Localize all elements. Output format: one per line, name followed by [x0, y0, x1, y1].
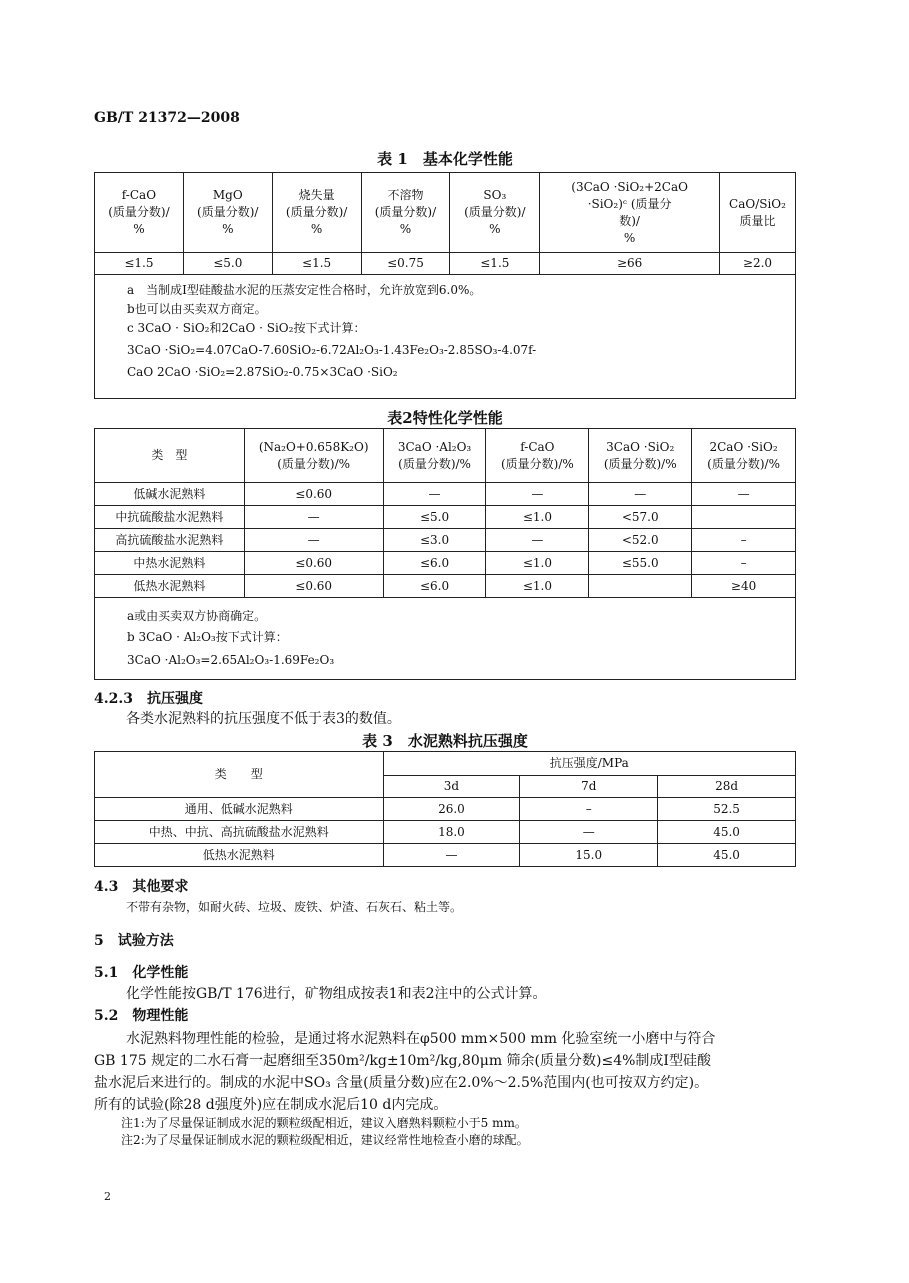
table2-header-cell: 3CaO ·Al₂O₃ (质量分数)/%: [383, 429, 486, 483]
table2-cell: ≤0.60: [244, 552, 383, 575]
table2-header-cell: 类 型: [95, 429, 245, 483]
table3-cell: 52.5: [658, 798, 796, 821]
table1-header-cell: 不溶物 (质量分数)/ %: [361, 173, 450, 253]
section-5-2-heading: 5.2 物理性能: [94, 1008, 189, 1024]
table2-title: 表2特性化学性能: [387, 409, 503, 427]
table1-note: c 3CaO · SiO₂和2CaO · SiO₂按下式计算：: [127, 321, 366, 335]
table3-cell: 低热水泥熟料: [95, 844, 384, 867]
table3-cell: 26.0: [383, 798, 520, 821]
table1-note: a 当制成Ⅰ型硅酸盐水泥的压蒸安定性合格时，允许放宽到6.0%。: [127, 283, 482, 297]
table2-cell: —: [589, 483, 692, 506]
table1-cell: ≤5.0: [183, 253, 272, 275]
table2-formula: 3CaO ·Al₂O₃=2.65Al₂O₃-1.69Fe₂O₃: [127, 653, 335, 667]
table1-cell: ≤1.5: [272, 253, 361, 275]
table3-subheader-cell: 3d: [383, 776, 520, 798]
table3-title: 表 3 水泥熟料抗压强度: [362, 732, 528, 750]
table2-cell: [589, 575, 692, 598]
table2-row: [95, 506, 796, 529]
table2-cell: ≤6.0: [383, 552, 486, 575]
table2-cell: ≤0.60: [244, 483, 383, 506]
table2-cell: ≤3.0: [383, 529, 486, 552]
table1-header-cell: CaO/SiO₂ 质量比: [719, 173, 795, 253]
section-5-1-text: 化学性能按GB/T 176进行，矿物组成按表1和表2注中的公式计算。: [126, 986, 547, 1002]
table1-notes: [95, 275, 796, 399]
table2-notes: [95, 598, 796, 680]
section-5-2-note: 注2:为了尽量保证制成水泥的颗粒级配相近，建议经常性地检查小磨的球配。: [121, 1133, 529, 1147]
table1-header-cell: (3CaO ·SiO₂+2CaO ·SiO₂)ᶜ (质量分 数)/ %: [540, 173, 720, 253]
table2: [94, 428, 796, 680]
table1-header-row: [95, 173, 796, 253]
section-4-2-3-heading: 4.2.3 抗压强度: [94, 691, 203, 707]
table3-cell: 18.0: [383, 821, 520, 844]
table2-notes-row: [95, 598, 796, 680]
table2-cell: <52.0: [589, 529, 692, 552]
table3-type-header: 类 型: [95, 752, 384, 798]
table3-row: [95, 821, 796, 844]
table1: [94, 172, 796, 399]
table1-title: 表 1 基本化学性能: [377, 150, 513, 168]
table2-row: [95, 552, 796, 575]
table2-row: [95, 529, 796, 552]
table3-cell: 45.0: [658, 821, 796, 844]
table3-subheader-cell: 28d: [658, 776, 796, 798]
table2-cell: –: [692, 552, 796, 575]
table2-cell: ≤6.0: [383, 575, 486, 598]
table1-header-cell: f-CaO (质量分数)/ %: [95, 173, 184, 253]
page-number: 2: [104, 1190, 111, 1203]
table1-header-cell: MgO (质量分数)/ %: [183, 173, 272, 253]
section-5-heading: 5 试验方法: [94, 933, 174, 949]
section-5-1-heading: 5.1 化学性能: [94, 965, 189, 981]
table2-header-cell: f-CaO (质量分数)/%: [486, 429, 589, 483]
table1-note: b也可以由买卖双方商定。: [127, 302, 267, 316]
table3-cell: —: [520, 821, 658, 844]
table1-formula: 3CaO ·SiO₂=4.07CaO-7.60SiO₂-6.72Al₂O₃-1.43Fe₂O₃-2.85SO₃-4.07f-: [127, 343, 537, 357]
table2-header-row: [95, 429, 796, 483]
table2-cell: ≤0.60: [244, 575, 383, 598]
table2-note: a或由买卖双方协商确定。: [127, 609, 267, 623]
table1-cell: ≤1.5: [95, 253, 184, 275]
table3-cell: 45.0: [658, 844, 796, 867]
standard-number: GB/T 21372—2008: [94, 110, 240, 126]
table2-cell: –: [692, 529, 796, 552]
table2-cell: —: [244, 506, 383, 529]
table3-row: [95, 798, 796, 821]
table3-cell: 15.0: [520, 844, 658, 867]
table2-cell: 高抗硫酸盐水泥熟料: [95, 529, 245, 552]
table2-cell: ≥40: [692, 575, 796, 598]
table1-cell: ≥66: [540, 253, 720, 275]
section-5-2-note: 注1:为了尽量保证制成水泥的颗粒级配相近，建议入磨熟料颗粒小于5 mm。: [121, 1116, 527, 1130]
table3-cell: 通用、低碱水泥熟料: [95, 798, 384, 821]
table2-cell: ≤5.0: [383, 506, 486, 529]
table2-cell: ≤55.0: [589, 552, 692, 575]
table1-cell: ≤1.5: [450, 253, 540, 275]
table2-cell: 低热水泥熟料: [95, 575, 245, 598]
table2-cell: —: [486, 483, 589, 506]
table2-header-cell: 3CaO ·SiO₂ (质量分数)/%: [589, 429, 692, 483]
table2-row: [95, 575, 796, 598]
table1-header-cell: SO₃ (质量分数)/ %: [450, 173, 540, 253]
table2-cell: 中抗硫酸盐水泥熟料: [95, 506, 245, 529]
table2-cell: [692, 506, 796, 529]
section-5-2-line: 水泥熟料物理性能的检验，是通过将水泥熟料在φ500 mm×500 mm 化验室统一小磨中与符合: [126, 1031, 716, 1047]
table2-cell: —: [486, 529, 589, 552]
table1-cell: ≤0.75: [361, 253, 450, 275]
table1-value-row: [95, 253, 796, 275]
section-5-2-line: 盐水泥后来进行的。制成的水泥中SO₃ 含量(质量分数)应在2.0%～2.5%范围内(也可按双方约定)。: [94, 1075, 709, 1091]
table3-row: [95, 844, 796, 867]
table3-header-row: [95, 752, 796, 776]
table2-cell: ≤1.0: [486, 575, 589, 598]
section-5-2-line: GB 175 规定的二水石膏一起磨细至350m²/kg±10m²/kg,80μm 筛余(质量分数)≤4%制成Ⅰ型硅酸: [94, 1053, 711, 1069]
table2-header-cell: 2CaO ·SiO₂ (质量分数)/%: [692, 429, 796, 483]
section-4-3-text: 不带有杂物，如耐火砖、垃圾、废铁、炉渣、石灰石、粘土等。: [126, 900, 463, 914]
section-4-3-heading: 4.3 其他要求: [94, 879, 189, 895]
table3-cell: —: [383, 844, 520, 867]
table1-header-cell: 烧失量 (质量分数)/ %: [272, 173, 361, 253]
table2-cell: —: [244, 529, 383, 552]
table2-cell: 低碱水泥熟料: [95, 483, 245, 506]
table3-cell: 中热、中抗、高抗硫酸盐水泥熟料: [95, 821, 384, 844]
table3: [94, 751, 796, 867]
table3-group-header: 抗压强度/MPa: [383, 752, 795, 776]
table2-note: b 3CaO · Al₂O₃按下式计算：: [127, 630, 288, 644]
table2-header-cell: (Na₂O+0.658K₂O) (质量分数)/%: [244, 429, 383, 483]
table2-cell: <57.0: [589, 506, 692, 529]
section-5-2-line: 所有的试验(除28 d强度外)应在制成水泥后10 d内完成。: [94, 1097, 448, 1113]
table3-subheader-cell: 7d: [520, 776, 658, 798]
table3-cell: –: [520, 798, 658, 821]
table2-cell: —: [692, 483, 796, 506]
table2-cell: —: [383, 483, 486, 506]
table2-row: [95, 483, 796, 506]
table2-cell: 中热水泥熟料: [95, 552, 245, 575]
table1-notes-row: [95, 275, 796, 399]
table1-cell: ≥2.0: [719, 253, 795, 275]
table2-cell: ≤1.0: [486, 552, 589, 575]
table2-cell: ≤1.0: [486, 506, 589, 529]
section-4-2-3-text: 各类水泥熟料的抗压强度不低于表3的数值。: [126, 711, 401, 727]
table1-formula: CaO 2CaO ·SiO₂=2.87SiO₂-0.75×3CaO ·SiO₂: [127, 365, 398, 379]
